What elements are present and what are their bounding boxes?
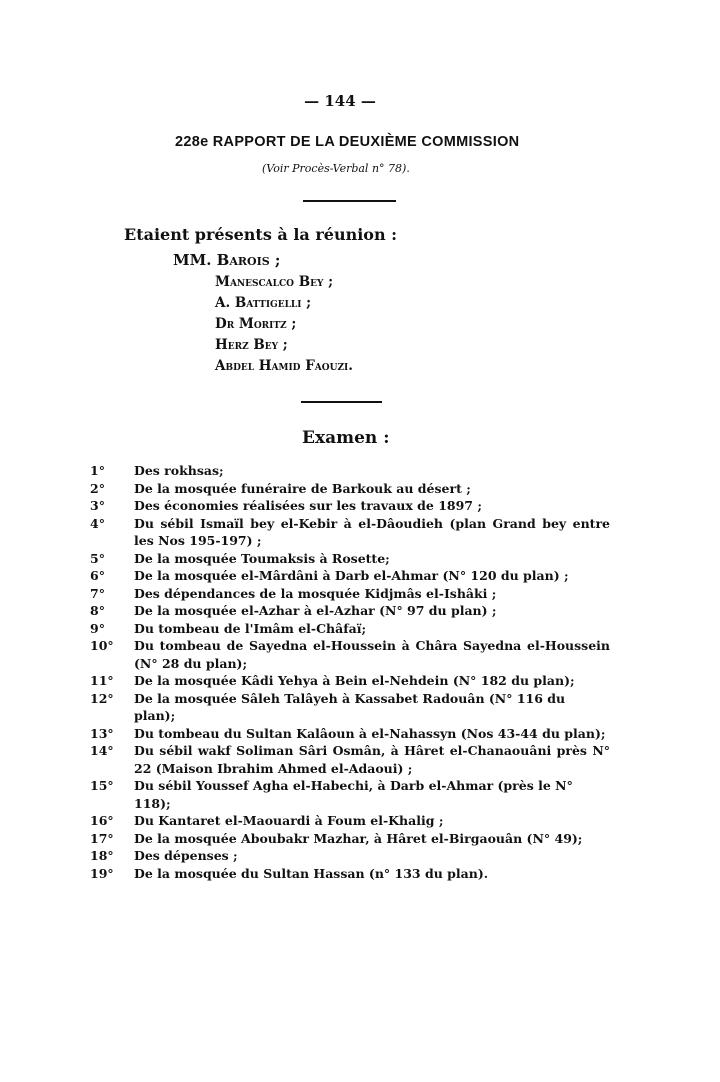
page-number: — 144 — <box>304 92 376 110</box>
list-item <box>90 462 610 480</box>
attendee: MM. Barois ; <box>173 251 281 269</box>
attendance-intro: Etaient présents à la réunion : <box>124 225 398 244</box>
item-text: Des dépendances de la mosquée Kidjmâs el-Ishâki ; <box>134 585 497 601</box>
list-item <box>90 777 610 812</box>
item-text: Du tombeau de Sayedna el-Houssein à Châra Sayedna el-Houssein (N° 28 du plan); <box>134 638 610 671</box>
item-text: Du sébil wakf Soliman Sâri Osmân, à Hâret el-Chanaouâni près N° 22 (Maison Ibrahim Ahmed el-Adaoui) ; <box>134 743 610 776</box>
attendee: Herz Bey ; <box>215 337 288 353</box>
item-number: 7° <box>90 585 105 601</box>
list-item <box>90 847 610 865</box>
item-text: De la mosquée Kâdi Yehya à Bein el-Nehdein (N° 182 du plan); <box>134 673 575 688</box>
item-number: 16° <box>90 813 114 828</box>
item-text: Des économies réalisées sur les travaux de 1897 ; <box>134 498 482 513</box>
item-number: 14° <box>90 743 114 758</box>
item-number: 1° <box>90 463 105 478</box>
item-number: 15° <box>90 778 114 793</box>
item-text: De la mosquée Aboubakr Mazhar, à Hâret el-Birgaouân (N° 49); <box>134 830 583 846</box>
list-item <box>90 812 610 830</box>
item-number: 19° <box>90 865 114 881</box>
list-item <box>90 690 610 725</box>
item-number: 13° <box>90 725 114 741</box>
item-number: 6° <box>90 568 105 583</box>
item-number: 4° <box>90 515 105 531</box>
item-number: 8° <box>90 603 105 618</box>
item-number: 12° <box>90 690 114 706</box>
attendee: Dr Moritz ; <box>215 316 297 332</box>
item-number: 17° <box>90 830 114 846</box>
list-item <box>90 742 610 777</box>
list-item <box>90 637 610 672</box>
item-text: Du tombeau de l'Imâm el-Châfaï; <box>134 620 367 636</box>
list-item <box>90 672 610 690</box>
list-item <box>90 567 610 585</box>
list-item <box>90 497 610 515</box>
list-item <box>90 515 610 550</box>
item-number: 11° <box>90 673 114 688</box>
report-subtitle: (Voir Procès-Verbal n° 78). <box>262 162 410 175</box>
report-title: 228e RAPPORT DE LA DEUXIÈME COMMISSION <box>175 134 520 150</box>
list-item <box>90 550 610 568</box>
item-text: Du tombeau du Sultan Kalâoun à el-Nahassyn (Nos 43-44 du plan); <box>134 725 606 741</box>
item-text: De la mosquée Sâleh Talâyeh à Kassabet Radouân (N° 116 du plan); <box>134 690 566 723</box>
attendee: Manescalco Bey ; <box>215 274 334 290</box>
item-text: Du Kantaret el-Maouardi à Foum el-Khalig ; <box>134 813 444 828</box>
list-item <box>90 620 610 638</box>
list-item <box>90 480 610 498</box>
item-number: 2° <box>90 480 105 496</box>
item-text: Des rokhsas; <box>134 463 224 478</box>
section-heading: Examen : <box>302 428 390 448</box>
item-text: Du sébil Youssef Agha el-Habechi, à Darb el-Ahmar (près le N° 118); <box>134 778 573 811</box>
item-number: 5° <box>90 550 105 566</box>
item-number: 9° <box>90 620 105 636</box>
item-number: 18° <box>90 848 114 863</box>
item-text: De la mosquée du Sultan Hassan (n° 133 du plan). <box>134 865 489 881</box>
agenda-list <box>90 462 610 882</box>
item-text: De la mosquée Toumaksis à Rosette; <box>134 550 390 566</box>
list-item <box>90 585 610 603</box>
attendee: Abdel Hamid Faouzi. <box>215 358 353 374</box>
item-text: De la mosquée el-Mârdâni à Darb el-Ahmar (N° 120 du plan) ; <box>134 568 569 583</box>
item-text: De la mosquée el-Azhar à el-Azhar (N° 97 du plan) ; <box>134 603 497 618</box>
item-text: De la mosquée funéraire de Barkouk au désert ; <box>134 480 471 496</box>
item-number: 3° <box>90 498 105 513</box>
item-number: 10° <box>90 638 114 653</box>
divider <box>301 401 382 403</box>
list-item <box>90 725 610 743</box>
list-item <box>90 602 610 620</box>
divider <box>303 200 396 202</box>
attendee: A. Battigelli ; <box>215 295 312 311</box>
list-item <box>90 830 610 848</box>
item-text: Du sébil Ismaïl bey el-Kebir à el-Dâoudieh (plan Grand bey entre les Nos 195-197) ; <box>134 515 610 548</box>
list-item <box>90 865 610 883</box>
item-text: Des dépenses ; <box>134 848 238 863</box>
